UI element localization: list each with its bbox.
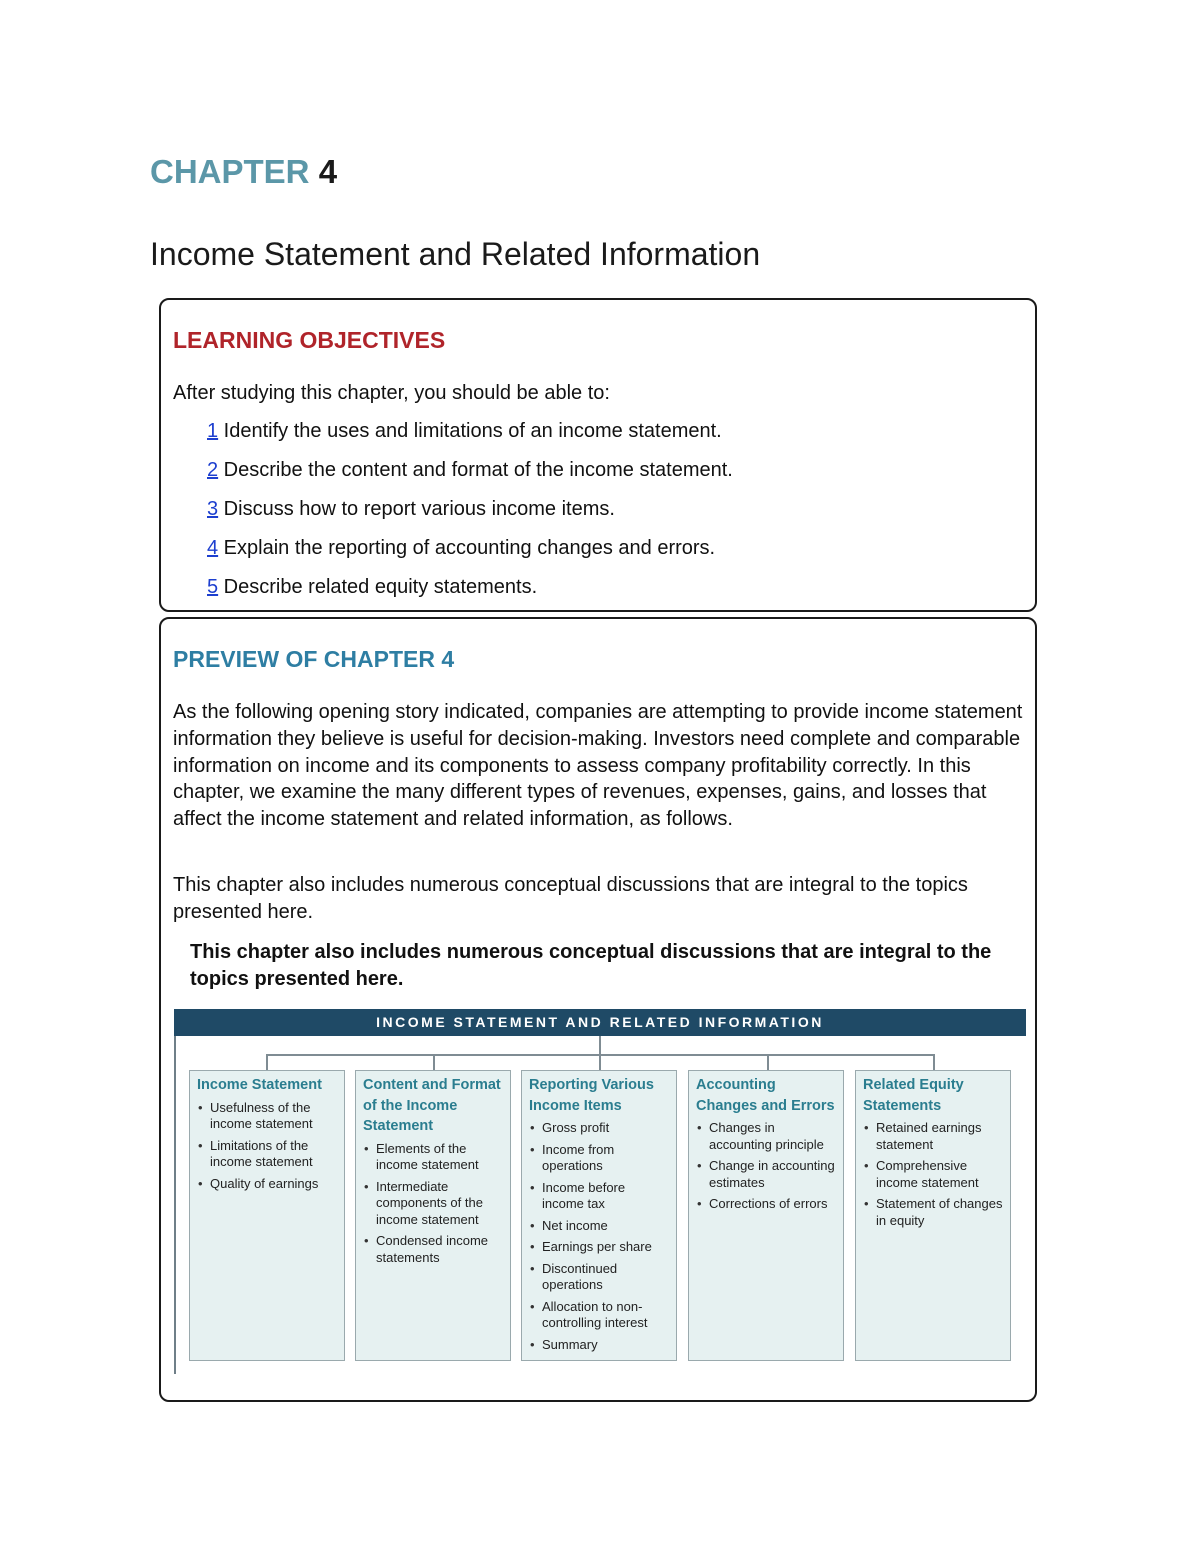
learning-objective-item: [207, 496, 733, 535]
chapter-label: [150, 152, 337, 192]
learning-objective-text: Describe the content and format of the income statement.: [218, 459, 733, 481]
column-item: • Condensed income statements: [363, 1233, 504, 1266]
column-item: • Quality of earnings: [197, 1176, 338, 1193]
learning-objective-link-4[interactable]: 4: [207, 537, 219, 559]
column-item: • Earnings per share: [529, 1239, 670, 1256]
learning-objective-item: [207, 418, 733, 457]
preview-heading: PREVIEW OF CHAPTER 4: [173, 646, 455, 672]
learning-objectives-heading: LEARNING OBJECTIVES: [173, 327, 446, 353]
column-list: [863, 1120, 1004, 1229]
learning-objective-text: Explain the reporting of accounting changes and errors.: [218, 537, 716, 559]
learning-objective-text: Describe related equity statements.: [218, 576, 538, 598]
chapter-organizer-diagram: [172, 1006, 1028, 1376]
column-item: • Comprehensive income statement: [863, 1158, 1004, 1191]
column-item: • Statement of changes in equity: [863, 1196, 1004, 1229]
chapter-number: 4: [318, 153, 338, 190]
diagram-frame-line: [174, 1036, 176, 1374]
diagram-column-related-equity: [855, 1070, 1011, 1361]
connector-drop: [599, 1054, 601, 1070]
column-list: [696, 1120, 837, 1213]
learning-objectives-intro: After studying this chapter, you should be able to:: [173, 382, 610, 404]
diagram-column-income-statement: [189, 1070, 345, 1361]
chapter-title: Income Statement and Related Information: [150, 236, 761, 272]
column-item: • Changes in accounting principle: [696, 1120, 837, 1153]
learning-objective-text: Identify the uses and limitations of an income statement.: [218, 420, 722, 442]
learning-objectives-box: [159, 298, 1037, 612]
connector-drop: [767, 1054, 769, 1070]
connector-drop: [266, 1054, 268, 1070]
learning-objective-link-1[interactable]: 1: [207, 420, 219, 442]
learning-objective-item: [207, 535, 733, 574]
diagram-column-reporting-income-items: [521, 1070, 677, 1361]
preview-bold-paragraph: This chapter also includes numerous conceptual discussions that are integral to the topics presented here.: [190, 941, 992, 990]
column-item: • Allocation to non-controlling interest: [529, 1299, 670, 1332]
learning-objective-link-2[interactable]: 2: [207, 459, 219, 481]
column-item: • Income from operations: [529, 1142, 670, 1175]
column-item: • Elements of the income statement: [363, 1141, 504, 1174]
column-item: • Gross profit: [529, 1120, 670, 1137]
column-item: • Limitations of the income statement: [197, 1138, 338, 1171]
column-list: [529, 1120, 670, 1353]
column-item: • Change in accounting estimates: [696, 1158, 837, 1191]
diagram-column-accounting-changes: [688, 1070, 844, 1361]
column-item: • Summary: [529, 1337, 670, 1354]
connector-drop: [433, 1054, 435, 1070]
learning-objective-link-3[interactable]: 3: [207, 498, 219, 520]
column-item: • Net income: [529, 1218, 670, 1235]
preview-paragraph-2: This chapter also includes numerous conceptual discussions that are integral to the topics presented here.: [173, 874, 968, 923]
column-item: • Discontinued operations: [529, 1261, 670, 1294]
diagram-column-content-format: [355, 1070, 511, 1361]
connector-drop: [933, 1054, 935, 1070]
column-title: Reporting Various Income Items: [529, 1077, 654, 1114]
column-item: • Usefulness of the income statement: [197, 1100, 338, 1133]
column-title: Content and Format of the Income Statement: [363, 1077, 501, 1134]
preview-paragraph-1: As the following opening story indicated, companies are attempting to provide income statement information they believe is useful for decision-making. Investors need complete and comparable information on income and its components to assess company profitability correctly. In this chapter, we examine the many different types of revenues, expenses, gains, and losses that affect the income statement and related information, as follows.: [173, 701, 1023, 831]
learning-objective-link-5[interactable]: 5: [207, 576, 219, 598]
learning-objective-item: [207, 457, 733, 496]
column-title: Related Equity Statements: [863, 1077, 964, 1114]
column-item: • Corrections of errors: [696, 1196, 837, 1213]
column-item: • Income before income tax: [529, 1180, 670, 1213]
column-title: Accounting Changes and Errors: [696, 1077, 835, 1114]
connector-trunk: [599, 1036, 601, 1054]
column-list: [197, 1100, 338, 1193]
chapter-word: CHAPTER: [150, 153, 310, 190]
column-item: • Retained earnings statement: [863, 1120, 1004, 1153]
diagram-title: INCOME STATEMENT AND RELATED INFORMATION: [174, 1009, 1026, 1036]
column-list: [363, 1141, 504, 1267]
column-title: Income Statement: [197, 1077, 322, 1093]
preview-box: [159, 617, 1037, 1402]
column-item: • Intermediate components of the income statement: [363, 1179, 504, 1229]
learning-objective-text: Discuss how to report various income items.: [218, 498, 615, 520]
learning-objectives-list: [207, 418, 733, 613]
learning-objective-item: [207, 574, 733, 613]
